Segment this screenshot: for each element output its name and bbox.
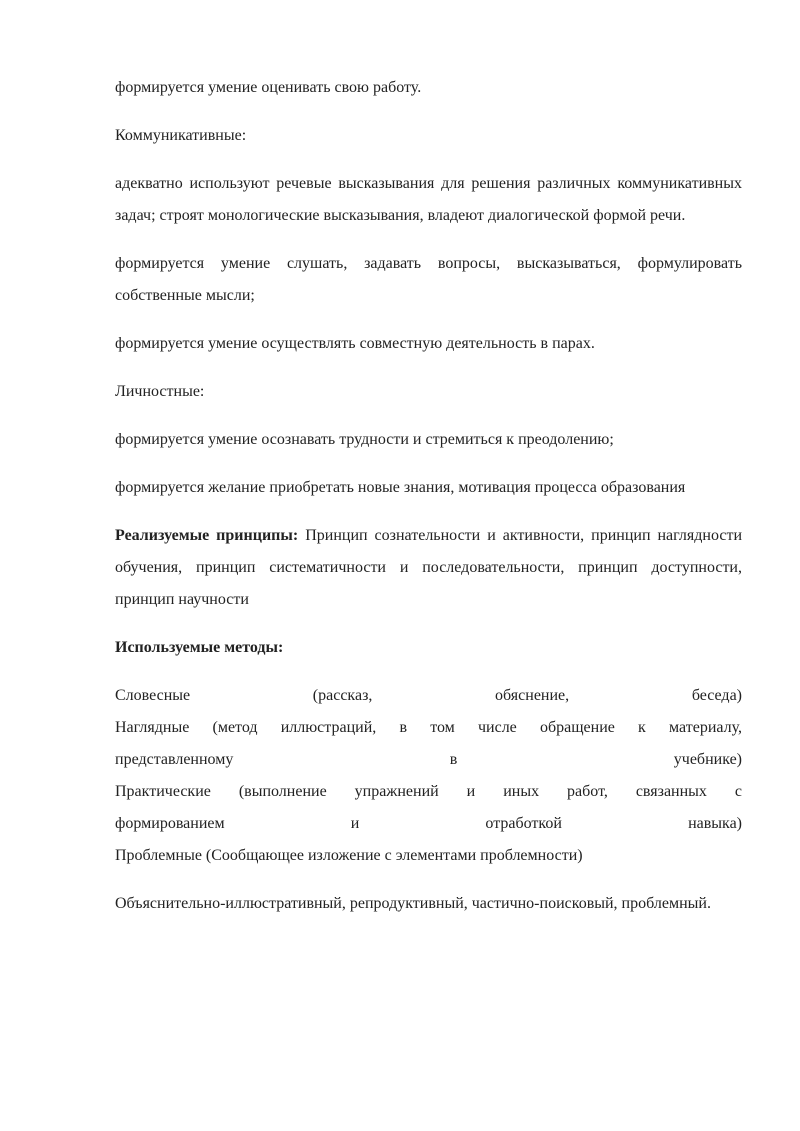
paragraph-overcoming-difficulties: формируется умение осознавать трудности и стремиться к преодолению;	[115, 431, 614, 448]
principles-text: Принцип сознательности и активности, принцип наглядности обучения, принцип систематичности и последовательности, принцип доступности, принцип научности	[115, 527, 742, 608]
paragraph-speech-statements: адекватно используют речевые высказывания для решения различных коммуникативных задач; строят монологические высказывания, владеют диалогической формой речи.	[115, 175, 742, 224]
methods-line: Проблемные (Сообщающее изложение с элементами проблемности)	[115, 847, 583, 864]
principles-label: Реализуемые принципы:	[115, 527, 299, 544]
methods-line: Практические (выполнение упражнений и иных работ, связанных с	[115, 783, 742, 800]
paragraph-principles	[115, 520, 742, 616]
paragraph-motivation: формируется желание приобретать новые знания, мотивация процесса образования	[115, 479, 686, 496]
paragraph-method-types: Объяснительно-иллюстративный, репродуктивный, частично-поисковый, проблемный.	[115, 895, 711, 912]
document-page	[115, 72, 742, 936]
heading-communicative: Коммуникативные:	[115, 127, 247, 144]
paragraph-listening-skills: формируется умение слушать, задавать вопросы, высказываться, формулировать собственные мысли;	[115, 255, 742, 304]
heading-personal: Личностные:	[115, 383, 205, 400]
methods-line: формированием и отработкой навыка)	[115, 815, 742, 832]
methods-list	[115, 680, 742, 872]
paragraph-self-assessment: формируется умение оценивать свою работу.	[115, 79, 422, 96]
heading-methods: Используемые методы:	[115, 639, 284, 656]
methods-line: Наглядные (метод иллюстраций, в том числе обращение к материалу,	[115, 719, 742, 736]
methods-line: представленному в учебнике)	[115, 751, 742, 768]
methods-line: Словесные (рассказ, обяснение, беседа)	[115, 687, 742, 704]
paragraph-pair-work: формируется умение осуществлять совместную деятельность в парах.	[115, 335, 595, 352]
